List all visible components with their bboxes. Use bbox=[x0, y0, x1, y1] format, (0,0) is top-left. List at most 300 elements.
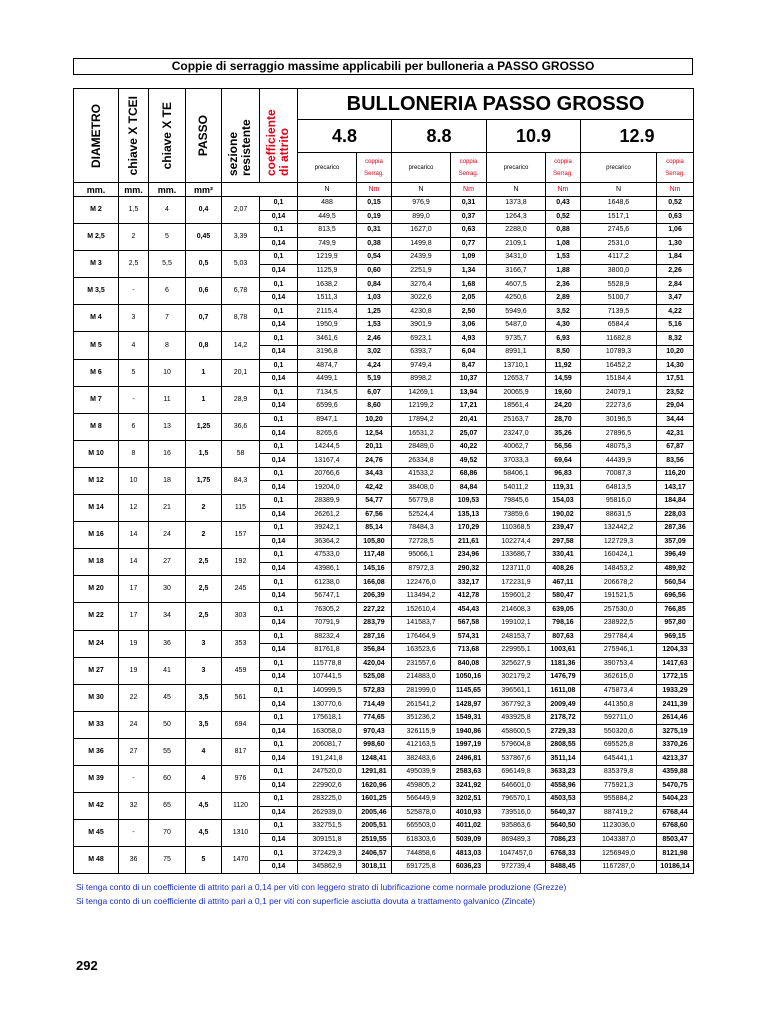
precarico-cell: 302179,2 bbox=[487, 671, 546, 685]
coefficient-cell: 0,1 bbox=[260, 197, 298, 211]
precarico-cell: 5100,7 bbox=[581, 291, 657, 305]
precarico-cell: 206081,7 bbox=[298, 738, 357, 752]
precarico-cell: 214608,3 bbox=[487, 603, 546, 617]
unit-nm: Nm bbox=[546, 183, 581, 197]
precarico-cell: 132442,2 bbox=[581, 522, 657, 536]
chiave-te-cell: 60 bbox=[149, 765, 186, 792]
coppia-cell: 807,63 bbox=[546, 630, 581, 644]
chiave-tcei-cell: 19 bbox=[119, 630, 149, 657]
diameter-cell: M 2,5 bbox=[74, 224, 119, 251]
coppia-cell: 8488,45 bbox=[546, 860, 581, 874]
coefficient-cell: 0,14 bbox=[260, 562, 298, 576]
coppia-label: coppia bbox=[554, 158, 572, 165]
coppia-cell: 356,84 bbox=[357, 644, 392, 658]
coppia-cell: 116,20 bbox=[657, 467, 694, 481]
coppia-cell: 8503,47 bbox=[657, 833, 694, 847]
chiave-tcei-cell: - bbox=[119, 278, 149, 305]
coppia-cell: 957,80 bbox=[657, 616, 694, 630]
precarico-cell: 16452,2 bbox=[581, 359, 657, 373]
chiave-tcei-cell: - bbox=[119, 820, 149, 847]
sezione-cell: 1120 bbox=[222, 793, 260, 820]
precarico-cell: 3461,6 bbox=[298, 332, 357, 346]
chiave-te-cell: 8 bbox=[149, 332, 186, 359]
coppia-cell: 54,77 bbox=[357, 495, 392, 509]
coppia-cell: 0,60 bbox=[357, 264, 392, 278]
coefficient-cell: 0,14 bbox=[260, 589, 298, 603]
coppia-cell: 4359,88 bbox=[657, 765, 694, 779]
precarico-cell: 4230,8 bbox=[392, 305, 451, 319]
header-coefficiente: coefficiente di attrito bbox=[260, 89, 298, 183]
chiave-tcei-cell: 22 bbox=[119, 684, 149, 711]
coppia-cell: 4213,37 bbox=[657, 752, 694, 766]
coppia-header bbox=[657, 153, 694, 183]
precarico-cell: 3276,4 bbox=[392, 278, 451, 292]
coppia-cell: 3241,92 bbox=[451, 779, 487, 793]
precarico-cell: 15184,4 bbox=[581, 373, 657, 387]
coppia-cell: 283,79 bbox=[357, 616, 392, 630]
passo-cell: 4,5 bbox=[186, 793, 222, 820]
precarico-cell: 14244,5 bbox=[298, 440, 357, 454]
coppia-cell: 4,24 bbox=[357, 359, 392, 373]
precarico-cell: 4250,6 bbox=[487, 291, 546, 305]
precarico-cell: 955884,2 bbox=[581, 793, 657, 807]
coppia-cell: 357,09 bbox=[657, 535, 694, 549]
sezione-cell: 353 bbox=[222, 630, 260, 657]
precarico-header: precarico bbox=[298, 153, 357, 183]
precarico-cell: 351236,2 bbox=[392, 711, 451, 725]
chiave-tcei-cell: 14 bbox=[119, 549, 149, 576]
coefficient-cell: 0,14 bbox=[260, 427, 298, 441]
page-number: 292 bbox=[76, 958, 98, 973]
table-row bbox=[74, 251, 694, 265]
coppia-cell: 8,50 bbox=[546, 346, 581, 360]
precarico-cell: 48075,3 bbox=[581, 440, 657, 454]
coefficient-cell: 0,1 bbox=[260, 332, 298, 346]
coefficient-cell: 0,1 bbox=[260, 793, 298, 807]
passo-cell: 2,5 bbox=[186, 603, 222, 630]
precarico-cell: 3901,9 bbox=[392, 318, 451, 332]
passo-cell: 4 bbox=[186, 738, 222, 765]
precarico-cell: 9735,7 bbox=[487, 332, 546, 346]
coppia-cell: 6768,33 bbox=[546, 847, 581, 861]
precarico-cell: 191521,5 bbox=[581, 589, 657, 603]
chiave-te-cell: 70 bbox=[149, 820, 186, 847]
precarico-cell: 6584,4 bbox=[581, 318, 657, 332]
coppia-cell: 0,54 bbox=[357, 251, 392, 265]
diameter-cell: M 30 bbox=[74, 684, 119, 711]
precarico-cell: 5528,9 bbox=[581, 278, 657, 292]
coppia-cell: 0,31 bbox=[451, 197, 487, 211]
precarico-cell: 281999,0 bbox=[392, 684, 451, 698]
sezione-cell: 8,78 bbox=[222, 305, 260, 332]
sezione-cell: 245 bbox=[222, 576, 260, 603]
coppia-cell: 67,56 bbox=[357, 508, 392, 522]
precarico-cell: 12199,2 bbox=[392, 400, 451, 414]
coppia-cell: 3370,26 bbox=[657, 738, 694, 752]
precarico-cell: 26261,2 bbox=[298, 508, 357, 522]
coppia-cell: 83,56 bbox=[657, 454, 694, 468]
diameter-cell: M 4 bbox=[74, 305, 119, 332]
precarico-cell: 2531,0 bbox=[581, 237, 657, 251]
precarico-cell: 309151,8 bbox=[298, 833, 357, 847]
coefficient-cell: 0,14 bbox=[260, 454, 298, 468]
precarico-cell: 199102,1 bbox=[487, 616, 546, 630]
precarico-cell: 39242,1 bbox=[298, 522, 357, 536]
precarico-cell: 8265,6 bbox=[298, 427, 357, 441]
coefficient-cell: 0,14 bbox=[260, 833, 298, 847]
coppia-cell: 467,11 bbox=[546, 576, 581, 590]
coppia-cell: 24,20 bbox=[546, 400, 581, 414]
passo-cell: 3 bbox=[186, 630, 222, 657]
coefficient-cell: 0,14 bbox=[260, 481, 298, 495]
coppia-cell: 7086,23 bbox=[546, 833, 581, 847]
coefficient-cell: 0,1 bbox=[260, 657, 298, 671]
coppia-cell: 6,07 bbox=[357, 386, 392, 400]
coppia-cell: 1291,81 bbox=[357, 765, 392, 779]
coppia-cell: 6036,23 bbox=[451, 860, 487, 874]
precarico-cell: 23247,0 bbox=[487, 427, 546, 441]
precarico-cell: 19204,0 bbox=[298, 481, 357, 495]
precarico-cell: 22273,6 bbox=[581, 400, 657, 414]
precarico-cell: 41533,2 bbox=[392, 467, 451, 481]
table-row bbox=[74, 359, 694, 373]
coefficient-cell: 0,1 bbox=[260, 359, 298, 373]
coppia-header bbox=[357, 153, 392, 183]
coppia-cell: 1248,41 bbox=[357, 752, 392, 766]
coppia-cell: 0,63 bbox=[451, 224, 487, 238]
coppia-cell: 0,88 bbox=[546, 224, 581, 238]
precarico-cell: 247520,0 bbox=[298, 765, 357, 779]
precarico-cell: 110368,5 bbox=[487, 522, 546, 536]
note-zincate: Si tenga conto di un coefficiente di attrito pari a 0,1 per viti con superficie asciutta dovuta a trattamento galvanico (Zincate) bbox=[76, 896, 536, 906]
precarico-cell: 95816,0 bbox=[581, 495, 657, 509]
table-row bbox=[74, 630, 694, 644]
coppia-label: coppia bbox=[365, 158, 383, 165]
passo-cell: 2,5 bbox=[186, 576, 222, 603]
sezione-cell: 303 bbox=[222, 603, 260, 630]
chiave-tcei-cell: 24 bbox=[119, 711, 149, 738]
coppia-cell: 2808,55 bbox=[546, 738, 581, 752]
coefficient-cell: 0,1 bbox=[260, 684, 298, 698]
chiave-tcei-cell: 17 bbox=[119, 576, 149, 603]
header-chiave-tcei: chiave X TCEI bbox=[119, 89, 149, 183]
coppia-cell: 105,80 bbox=[357, 535, 392, 549]
precarico-cell: 3196,8 bbox=[298, 346, 357, 360]
table-row bbox=[74, 305, 694, 319]
precarico-cell: 396561,1 bbox=[487, 684, 546, 698]
coppia-cell: 11,92 bbox=[546, 359, 581, 373]
coppia-cell: 0,52 bbox=[546, 210, 581, 224]
precarico-cell: 115778,8 bbox=[298, 657, 357, 671]
coppia-cell: 4010,93 bbox=[451, 806, 487, 820]
unit-nm: Nm bbox=[657, 183, 694, 197]
precarico-cell: 5949,6 bbox=[487, 305, 546, 319]
unit-n: N bbox=[581, 183, 657, 197]
precarico-cell: 76305,2 bbox=[298, 603, 357, 617]
precarico-cell: 3166,7 bbox=[487, 264, 546, 278]
precarico-cell: 495039,9 bbox=[392, 765, 451, 779]
precarico-cell: 283225,0 bbox=[298, 793, 357, 807]
coppia-cell: 332,17 bbox=[451, 576, 487, 590]
table-row bbox=[74, 549, 694, 563]
precarico-cell: 79845,6 bbox=[487, 495, 546, 509]
chiave-tcei-cell: 36 bbox=[119, 847, 149, 874]
coppia-cell: 1,09 bbox=[451, 251, 487, 265]
precarico-cell: 70087,3 bbox=[581, 467, 657, 481]
precarico-cell: 130770,6 bbox=[298, 698, 357, 712]
coppia-cell: 774,65 bbox=[357, 711, 392, 725]
diameter-cell: M 22 bbox=[74, 603, 119, 630]
passo-cell: 4,5 bbox=[186, 820, 222, 847]
coppia-cell: 12,54 bbox=[357, 427, 392, 441]
precarico-cell: 646601,0 bbox=[487, 779, 546, 793]
chiave-te-cell: 36 bbox=[149, 630, 186, 657]
sezione-cell: 2,07 bbox=[222, 197, 260, 224]
coppia-cell: 525,08 bbox=[357, 671, 392, 685]
precarico-cell: 1499,8 bbox=[392, 237, 451, 251]
precarico-cell: 493925,8 bbox=[487, 711, 546, 725]
diameter-cell: M 14 bbox=[74, 495, 119, 522]
serrag-label: Serrag. bbox=[364, 170, 384, 177]
precarico-cell: 2115,4 bbox=[298, 305, 357, 319]
chiave-te-cell: 16 bbox=[149, 440, 186, 467]
coppia-cell: 96,83 bbox=[546, 467, 581, 481]
diameter-cell: M 6 bbox=[74, 359, 119, 386]
coefficient-cell: 0,1 bbox=[260, 305, 298, 319]
sezione-cell: 58 bbox=[222, 440, 260, 467]
coefficient-cell: 0,1 bbox=[260, 386, 298, 400]
coefficient-cell: 0,1 bbox=[260, 467, 298, 481]
chiave-te-cell: 30 bbox=[149, 576, 186, 603]
precarico-cell: 70791,9 bbox=[298, 616, 357, 630]
coefficient-cell: 0,1 bbox=[260, 440, 298, 454]
serrag-label: Serrag. bbox=[553, 170, 573, 177]
coppia-cell: 5470,75 bbox=[657, 779, 694, 793]
coppia-cell: 5,19 bbox=[357, 373, 392, 387]
coppia-cell: 117,48 bbox=[357, 549, 392, 563]
diameter-cell: M 45 bbox=[74, 820, 119, 847]
passo-cell: 3 bbox=[186, 657, 222, 684]
precarico-cell: 475873,4 bbox=[581, 684, 657, 698]
precarico-cell: 122476,0 bbox=[392, 576, 451, 590]
precarico-cell: 691725,8 bbox=[392, 860, 451, 874]
coppia-cell: 2,26 bbox=[657, 264, 694, 278]
passo-cell: 0,7 bbox=[186, 305, 222, 332]
precarico-cell: 13710,1 bbox=[487, 359, 546, 373]
chiave-tcei-cell: 1,5 bbox=[119, 197, 149, 224]
precarico-cell: 43986,1 bbox=[298, 562, 357, 576]
coppia-cell: 4,30 bbox=[546, 318, 581, 332]
coefficient-cell: 0,14 bbox=[260, 779, 298, 793]
precarico-cell: 133686,7 bbox=[487, 549, 546, 563]
coefficient-cell: 0,1 bbox=[260, 711, 298, 725]
precarico-cell: 11682,8 bbox=[581, 332, 657, 346]
coppia-cell: 713,68 bbox=[451, 644, 487, 658]
coefficient-cell: 0,1 bbox=[260, 251, 298, 265]
precarico-cell: 88631,5 bbox=[581, 508, 657, 522]
coppia-cell: 1003,61 bbox=[546, 644, 581, 658]
precarico-cell: 10789,3 bbox=[581, 346, 657, 360]
coefficient-cell: 0,14 bbox=[260, 400, 298, 414]
coppia-cell: 4011,02 bbox=[451, 820, 487, 834]
chiave-te-cell: 34 bbox=[149, 603, 186, 630]
passo-cell: 0,45 bbox=[186, 224, 222, 251]
coppia-cell: 1620,96 bbox=[357, 779, 392, 793]
coppia-cell: 2,36 bbox=[546, 278, 581, 292]
coefficient-cell: 0,1 bbox=[260, 847, 298, 861]
coppia-cell: 1476,79 bbox=[546, 671, 581, 685]
coppia-cell: 998,60 bbox=[357, 738, 392, 752]
coppia-cell: 639,05 bbox=[546, 603, 581, 617]
coppia-cell: 34,43 bbox=[357, 467, 392, 481]
table-row bbox=[74, 657, 694, 671]
coppia-cell: 1940,86 bbox=[451, 725, 487, 739]
chiave-tcei-cell: 10 bbox=[119, 467, 149, 494]
coppia-cell: 5404,23 bbox=[657, 793, 694, 807]
chiave-te-cell: 27 bbox=[149, 549, 186, 576]
unit-cell: mm. bbox=[119, 183, 149, 197]
chiave-te-cell: 75 bbox=[149, 847, 186, 874]
precarico-cell: 58406,1 bbox=[487, 467, 546, 481]
coppia-cell: 3018,11 bbox=[357, 860, 392, 874]
coppia-cell: 119,31 bbox=[546, 481, 581, 495]
coppia-cell: 17,21 bbox=[451, 400, 487, 414]
coppia-cell: 4,22 bbox=[657, 305, 694, 319]
coppia-cell: 290,32 bbox=[451, 562, 487, 576]
table-title: Coppie di serraggio massime applicabili per bulloneria a PASSO GROSSO bbox=[73, 58, 693, 75]
coppia-cell: 25,07 bbox=[451, 427, 487, 441]
chiave-te-cell: 21 bbox=[149, 495, 186, 522]
coefficient-cell: 0,1 bbox=[260, 278, 298, 292]
coppia-cell: 2729,33 bbox=[546, 725, 581, 739]
coefficient-cell: 0,1 bbox=[260, 495, 298, 509]
precarico-cell: 160424,1 bbox=[581, 549, 657, 563]
chiave-te-cell: 55 bbox=[149, 738, 186, 765]
sezione-cell: 1310 bbox=[222, 820, 260, 847]
precarico-cell: 148453,2 bbox=[581, 562, 657, 576]
coppia-cell: 23,52 bbox=[657, 386, 694, 400]
coppia-cell: 6768,60 bbox=[657, 820, 694, 834]
coppia-cell: 166,08 bbox=[357, 576, 392, 590]
precarico-cell: 382483,6 bbox=[392, 752, 451, 766]
coppia-cell: 0,77 bbox=[451, 237, 487, 251]
precarico-cell: 257530,0 bbox=[581, 603, 657, 617]
coefficient-cell: 0,14 bbox=[260, 346, 298, 360]
precarico-cell: 775921,3 bbox=[581, 779, 657, 793]
notes bbox=[76, 880, 696, 908]
precarico-cell: 36364,2 bbox=[298, 535, 357, 549]
coppia-cell: 28,70 bbox=[546, 413, 581, 427]
coefficient-cell: 0,1 bbox=[260, 765, 298, 779]
passo-cell: 5 bbox=[186, 847, 222, 874]
coppia-cell: 5640,37 bbox=[546, 806, 581, 820]
chiave-tcei-cell: 6 bbox=[119, 413, 149, 440]
coppia-cell: 228,03 bbox=[657, 508, 694, 522]
diameter-cell: M 24 bbox=[74, 630, 119, 657]
chiave-tcei-cell: 32 bbox=[119, 793, 149, 820]
sezione-cell: 561 bbox=[222, 684, 260, 711]
coppia-cell: 49,52 bbox=[451, 454, 487, 468]
coppia-cell: 227,22 bbox=[357, 603, 392, 617]
coppia-cell: 6768,44 bbox=[657, 806, 694, 820]
coppia-cell: 1,08 bbox=[546, 237, 581, 251]
coppia-cell: 572,83 bbox=[357, 684, 392, 698]
coppia-cell: 0,31 bbox=[357, 224, 392, 238]
coppia-cell: 2005,46 bbox=[357, 806, 392, 820]
precarico-cell: 459805,2 bbox=[392, 779, 451, 793]
coppia-cell: 3511,14 bbox=[546, 752, 581, 766]
coppia-cell: 1050,16 bbox=[451, 671, 487, 685]
precarico-header: precarico bbox=[581, 153, 657, 183]
coefficient-cell: 0,14 bbox=[260, 752, 298, 766]
coefficient-cell: 0,14 bbox=[260, 806, 298, 820]
coppia-cell: 489,92 bbox=[657, 562, 694, 576]
precarico-cell: 7139,5 bbox=[581, 305, 657, 319]
precarico-cell: 28489,0 bbox=[392, 440, 451, 454]
precarico-cell: 20766,6 bbox=[298, 467, 357, 481]
precarico-cell: 163058,0 bbox=[298, 725, 357, 739]
precarico-cell: 4874,7 bbox=[298, 359, 357, 373]
coefficient-cell: 0,1 bbox=[260, 576, 298, 590]
precarico-cell: 592711,0 bbox=[581, 711, 657, 725]
sezione-cell: 157 bbox=[222, 522, 260, 549]
precarico-cell: 1517,1 bbox=[581, 210, 657, 224]
coppia-cell: 1,84 bbox=[657, 251, 694, 265]
diameter-cell: M 12 bbox=[74, 467, 119, 494]
table-row bbox=[74, 820, 694, 834]
coefficient-cell: 0,14 bbox=[260, 671, 298, 685]
coppia-cell: 145,16 bbox=[357, 562, 392, 576]
coppia-cell: 5640,50 bbox=[546, 820, 581, 834]
coppia-cell: 69,64 bbox=[546, 454, 581, 468]
coppia-cell: 35,26 bbox=[546, 427, 581, 441]
precarico-cell: 7134,5 bbox=[298, 386, 357, 400]
precarico-cell: 152610,4 bbox=[392, 603, 451, 617]
table-row bbox=[74, 278, 694, 292]
coppia-cell: 184,84 bbox=[657, 495, 694, 509]
precarico-cell: 972739,4 bbox=[487, 860, 546, 874]
diameter-cell: M 3,5 bbox=[74, 278, 119, 305]
precarico-cell: 4117,2 bbox=[581, 251, 657, 265]
coefficient-cell: 0,1 bbox=[260, 413, 298, 427]
coppia-cell: 408,26 bbox=[546, 562, 581, 576]
coppia-cell: 2009,49 bbox=[546, 698, 581, 712]
diameter-cell: M 18 bbox=[74, 549, 119, 576]
precarico-cell: 4499,1 bbox=[298, 373, 357, 387]
precarico-cell: 696149,8 bbox=[487, 765, 546, 779]
chiave-te-cell: 65 bbox=[149, 793, 186, 820]
chiave-te-cell: 7 bbox=[149, 305, 186, 332]
unit-n: N bbox=[392, 183, 451, 197]
precarico-cell: 14269,1 bbox=[392, 386, 451, 400]
chiave-te-cell: 13 bbox=[149, 413, 186, 440]
chiave-tcei-cell: 19 bbox=[119, 657, 149, 684]
chiave-te-cell: 24 bbox=[149, 522, 186, 549]
precarico-cell: 248153,7 bbox=[487, 630, 546, 644]
precarico-cell: 326115,9 bbox=[392, 725, 451, 739]
precarico-cell: 262939,0 bbox=[298, 806, 357, 820]
diameter-cell: M 3 bbox=[74, 251, 119, 278]
coppia-cell: 3,06 bbox=[451, 318, 487, 332]
precarico-cell: 64813,5 bbox=[581, 481, 657, 495]
coppia-cell: 420,04 bbox=[357, 657, 392, 671]
coppia-cell: 714,49 bbox=[357, 698, 392, 712]
chiave-te-cell: 18 bbox=[149, 467, 186, 494]
coppia-cell: 798,16 bbox=[546, 616, 581, 630]
precarico-cell: 1950,9 bbox=[298, 318, 357, 332]
coppia-cell: 2411,39 bbox=[657, 698, 694, 712]
precarico-cell: 8947,1 bbox=[298, 413, 357, 427]
